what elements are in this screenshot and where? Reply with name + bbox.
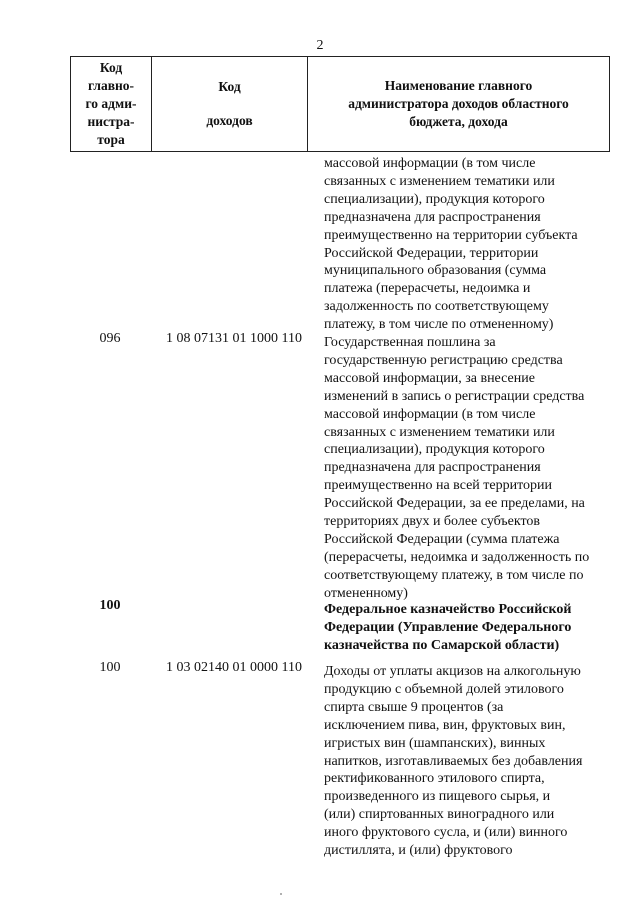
row-name: Федеральное казначейство Российской Федерации (Управление Федерального казначейства по Самарской области) xyxy=(324,602,572,653)
row-name: массовой информации (в том числе связанных с изменением тематики или специализации), продукция которого предназначена для распространения преимущественно на территории субъекта Российской Федерации, территории муниципального образования (сумма платежа (перерасчеты, недоимка и задолженность по соответствующему платежу, в том числе по отмененному) xyxy=(324,156,578,333)
header-income-code-line1: Код xyxy=(218,79,241,94)
row-admin-code: 100 xyxy=(99,598,121,613)
row-admin-code: 100 xyxy=(99,660,121,675)
row-admin-code: 096 xyxy=(99,331,121,346)
header-administrator-name: Наименование главного администратора доходов областного бюджета, дохода xyxy=(307,57,609,151)
scan-speck xyxy=(280,893,282,895)
row-name: Государственная пошлина за государственную регистрацию средства массовой информации, за внесение изменений в запись о регистрации средства массовой информации (в том числе связанных с изменением тематики или специализации), продукция которого предназначена для распространения преимущественно на всей территории Российской Федерации, за ее пределами, на территориях двух и более субъектов Российской Федерации (сумма платежа (перерасчеты, недоимка и задолженность по соответствующему платежу, в том числе по отмененному) xyxy=(324,335,590,601)
header-income-code-line2: доходов xyxy=(206,113,253,128)
page-number: 2 xyxy=(316,38,324,53)
table-header xyxy=(70,56,610,152)
header-income-code xyxy=(151,57,307,151)
row-income-code: 1 08 07131 01 1000 110 xyxy=(166,331,302,346)
row-income-code: 1 03 02140 01 0000 110 xyxy=(166,660,302,675)
header-admin-code: Код главно- го адми- нистра- тора xyxy=(85,60,137,147)
row-name: Доходы от уплаты акцизов на алкогольную продукцию с объемной долей этилового спирта свыше 9 процентов (за исключением пива, вин, фруктовых вин, игристых вин (шампанских), винных напитков, изготавливаемых без добавления ректификованного этилового спирта, произведенного из пищевого сырья, и (или) спиртованных виноградного или иного фруктового сусла, и (или) винного дистиллята, и (или) фруктового xyxy=(324,664,583,859)
